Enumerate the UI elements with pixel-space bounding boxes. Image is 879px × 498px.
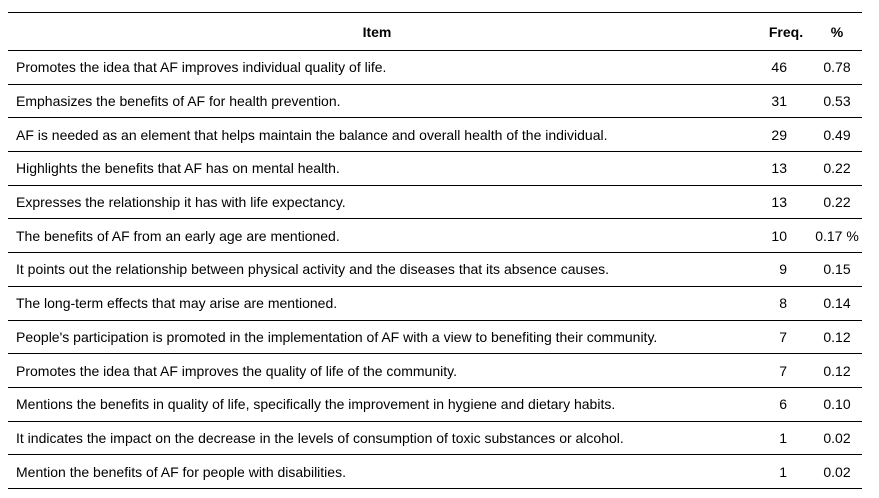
cell-pct: 0.53 bbox=[812, 84, 862, 118]
cell-item: Promotes the idea that AF improves individual quality of life. bbox=[8, 51, 746, 85]
cell-freq: 1 bbox=[746, 455, 812, 489]
cell-pct: 0.22 bbox=[812, 152, 862, 186]
cell-freq: 9 bbox=[746, 253, 812, 287]
cell-freq: 7 bbox=[746, 354, 812, 388]
cell-pct: 0.02 bbox=[812, 455, 862, 489]
cell-freq: 10 bbox=[746, 219, 812, 253]
cell-freq: 6 bbox=[746, 387, 812, 421]
cell-freq: 8 bbox=[746, 286, 812, 320]
table-row bbox=[8, 219, 862, 253]
table-row bbox=[8, 185, 862, 219]
cell-pct: 0.12 bbox=[812, 354, 862, 388]
cell-item: Mention the benefits of AF for people with disabilities. bbox=[8, 455, 746, 489]
cell-pct: 0.14 bbox=[812, 286, 862, 320]
table-body bbox=[8, 51, 862, 489]
table-row bbox=[8, 286, 862, 320]
cell-item: Highlights the benefits that AF has on mental health. bbox=[8, 152, 746, 186]
cell-item: Promotes the idea that AF improves the quality of life of the community. bbox=[8, 354, 746, 388]
cell-freq: 7 bbox=[746, 320, 812, 354]
header-row bbox=[8, 13, 862, 51]
cell-item: It indicates the impact on the decrease in the levels of consumption of toxic substances or alcohol. bbox=[8, 421, 746, 455]
table-row bbox=[8, 51, 862, 85]
cell-item: The benefits of AF from an early age are mentioned. bbox=[8, 219, 746, 253]
header-item: Item bbox=[8, 13, 746, 51]
header-freq: Freq. bbox=[746, 13, 812, 51]
header-pct: % bbox=[812, 13, 862, 51]
cell-freq: 13 bbox=[746, 185, 812, 219]
cell-pct: 0.22 bbox=[812, 185, 862, 219]
cell-pct: 0.49 bbox=[812, 118, 862, 152]
cell-freq: 13 bbox=[746, 152, 812, 186]
cell-pct: 0.10 bbox=[812, 387, 862, 421]
table-row bbox=[8, 118, 862, 152]
table-row bbox=[8, 354, 862, 388]
cell-pct: 0.02 bbox=[812, 421, 862, 455]
table-row bbox=[8, 253, 862, 287]
table-row bbox=[8, 387, 862, 421]
table-row bbox=[8, 152, 862, 186]
cell-item: The long-term effects that may arise are mentioned. bbox=[8, 286, 746, 320]
table-row bbox=[8, 84, 862, 118]
cell-pct: 0.15 bbox=[812, 253, 862, 287]
cell-item: Expresses the relationship it has with life expectancy. bbox=[8, 185, 746, 219]
cell-pct: 0.12 bbox=[812, 320, 862, 354]
cell-freq: 1 bbox=[746, 421, 812, 455]
cell-pct: 0.78 bbox=[812, 51, 862, 85]
cell-item: Mentions the benefits in quality of life, specifically the improvement in hygiene and dietary habits. bbox=[8, 387, 746, 421]
cell-item: People's participation is promoted in the implementation of AF with a view to benefiting their community. bbox=[8, 320, 746, 354]
table-row bbox=[8, 421, 862, 455]
cell-freq: 46 bbox=[746, 51, 812, 85]
cell-item: It points out the relationship between physical activity and the diseases that its absence causes. bbox=[8, 253, 746, 287]
cell-freq: 29 bbox=[746, 118, 812, 152]
cell-item: AF is needed as an element that helps maintain the balance and overall health of the individual. bbox=[8, 118, 746, 152]
cell-pct: 0.17 % bbox=[812, 219, 862, 253]
table-row bbox=[8, 320, 862, 354]
cell-freq: 31 bbox=[746, 84, 812, 118]
table-row bbox=[8, 455, 862, 489]
table-header bbox=[8, 13, 862, 51]
cell-item: Emphasizes the benefits of AF for health prevention. bbox=[8, 84, 746, 118]
table-container bbox=[8, 12, 862, 489]
data-table bbox=[8, 12, 862, 489]
